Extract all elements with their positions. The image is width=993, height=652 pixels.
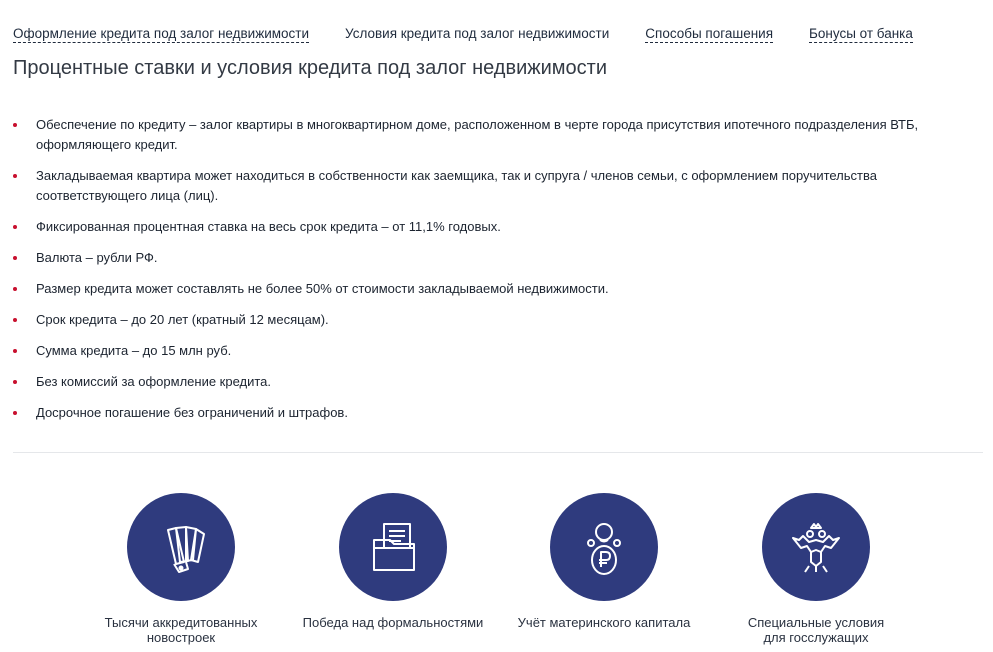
features-row <box>0 493 993 652</box>
page-title: Процентные ставки и условия кредита под залог недвижимости <box>13 57 608 79</box>
list-item-text: Без комиссий за оформление кредита. <box>36 374 272 389</box>
feature-circle <box>550 493 658 601</box>
list-item <box>13 341 973 361</box>
list-item <box>13 279 973 299</box>
list-item <box>13 372 973 392</box>
section-tabs <box>13 26 949 43</box>
tab-repayment-methods[interactable]: Способы погашения <box>645 26 774 41</box>
bullet-dot <box>13 349 17 353</box>
tab-loan-conditions[interactable]: Условия кредита под залог недвижимости <box>345 26 610 41</box>
bullet-dot <box>13 123 17 127</box>
conditions-list <box>13 115 973 434</box>
feature-caption: Специальные условия для госслужащих <box>747 615 885 645</box>
list-item <box>13 166 973 206</box>
feature-circle <box>339 493 447 601</box>
bullet-dot <box>13 380 17 384</box>
bullet-dot <box>13 174 17 178</box>
feature-caption: Победа над формальностями <box>302 615 484 630</box>
list-item <box>13 217 973 237</box>
baby-ruble-icon <box>569 512 639 582</box>
list-item-text: Сумма кредита – до 15 млн руб. <box>36 343 232 358</box>
list-item-text: Фиксированная процентная ставка на весь срок кредита – от 11,1% годовых. <box>36 219 501 234</box>
list-item-text: Валюта – рубли РФ. <box>36 250 158 265</box>
list-item-text: Обеспечение по кредиту – залог квартиры в многоквартирном доме, расположенном в черте города присутствия ипотечного подразделения ВТБ, оформляющего кредит. <box>36 117 919 152</box>
feature-caption: Тысячи аккредитованных новостроек <box>104 615 258 645</box>
list-item <box>13 310 973 330</box>
list-item <box>13 248 973 268</box>
list-item-text: Досрочное погашение без ограничений и штрафов. <box>36 405 348 420</box>
tab-bank-bonuses[interactable]: Бонусы от банка <box>809 26 913 41</box>
bullet-dot <box>13 411 17 415</box>
section-divider <box>13 452 983 453</box>
eagle-emblem-icon <box>781 512 851 582</box>
folder-documents-icon <box>358 512 428 582</box>
bullet-dot <box>13 256 17 260</box>
feature-circle <box>127 493 235 601</box>
list-item <box>13 403 973 423</box>
feature-circle <box>762 493 870 601</box>
list-item <box>13 115 973 155</box>
list-item-text: Размер кредита может составлять не более 50% от стоимости закладываемой недвижимости. <box>36 281 609 296</box>
tab-loan-application[interactable]: Оформление кредита под залог недвижимости <box>13 26 310 41</box>
feature-new-buildings <box>71 493 291 645</box>
feature-maternity-capital <box>494 493 714 630</box>
bullet-dot <box>13 318 17 322</box>
feature-caption: Учёт материнского капитала <box>517 615 691 630</box>
bullet-dot <box>13 287 17 291</box>
swatch-fan-icon <box>146 512 216 582</box>
list-item-text: Срок кредита – до 20 лет (кратный 12 месяцам). <box>36 312 329 327</box>
feature-formalities <box>283 493 503 630</box>
feature-civil-servants <box>706 493 926 645</box>
bullet-dot <box>13 225 17 229</box>
list-item-text: Закладываемая квартира может находиться в собственности как заемщика, так и супруга / членов семьи, с оформлением поручительства соответствующего лица (лиц). <box>36 168 877 203</box>
